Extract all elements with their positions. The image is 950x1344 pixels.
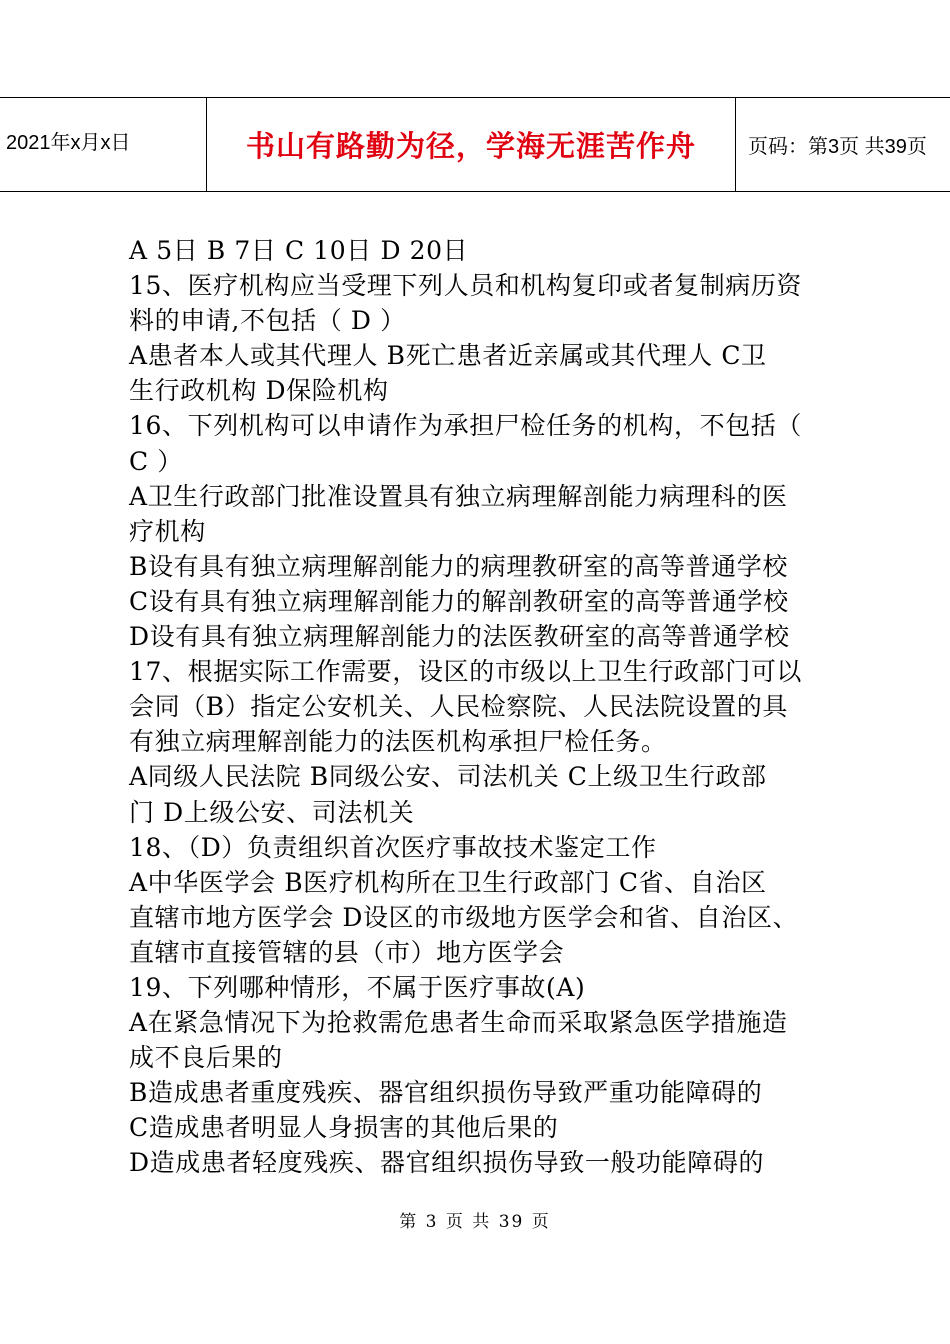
text-line: 料的申请,不包括（ D ） (129, 306, 406, 336)
text-line: C ） (129, 446, 183, 476)
document-body (129, 233, 859, 1181)
text-line: 有独立病理解剖能力的法医机构承担尸检任务。 (129, 727, 667, 757)
text-line: A患者本人或其代理人 B死亡患者近亲属或其代理人 C卫 (129, 341, 767, 371)
text-line: 会同（B）指定公安机关、人民检察院、人民法院设置的具 (129, 692, 788, 722)
header-date: 2021年x月x日 (0, 98, 207, 191)
header-motto: 书山有路勤为径，学海无涯苦作舟 (207, 98, 736, 191)
header-page-info: 页码：第3页 共39页 (748, 136, 927, 158)
text-line: 直辖市地方医学会 D设区的市级地方医学会和省、自治区、 (129, 902, 799, 932)
text-line: 直辖市直接管辖的县（市）地方医学会 (129, 937, 565, 967)
text-line: A卫生行政部门批准设置具有独立病理解剖能力病理科的医 (129, 481, 788, 511)
text-line: 15、医疗机构应当受理下列人员和机构复印或者复制病历资 (129, 271, 803, 301)
text-line: A 5日 B 7日 C 10日 D 20日 (129, 236, 469, 265)
text-line: D造成患者轻度残疾、器官组织损伤导致一般功能障碍的 (129, 1148, 765, 1178)
text-line: A中华医学会 B医疗机构所在卫生行政部门 C省、自治区 (129, 867, 767, 897)
page-footer: 第 3 页 共 39 页 (399, 1212, 551, 1232)
text-line: B设有具有独立病理解剖能力的病理教研室的高等普通学校 (129, 551, 788, 581)
text-line: 成不良后果的 (129, 1043, 283, 1073)
text-line: C造成患者明显人身损害的其他后果的 (129, 1113, 559, 1143)
text-line: 生行政机构 D保险机构 (129, 376, 389, 406)
text-line: 16、下列机构可以申请作为承担尸检任务的机构，不包括（ (129, 411, 803, 441)
text-line: C设有具有独立病理解剖能力的解剖教研室的高等普通学校 (129, 586, 789, 616)
text-line: B造成患者重度残疾、器官组织损伤导致严重功能障碍的 (129, 1078, 763, 1108)
text-line: 18、（D）负责组织首次医疗事故技术鉴定工作 (129, 832, 657, 862)
text-line: D设有具有独立病理解剖能力的法医教研室的高等普通学校 (129, 622, 790, 652)
text-line: 17、根据实际工作需要，设区的市级以上卫生行政部门可以 (129, 657, 803, 687)
page-header (0, 97, 950, 192)
text-line: A在紧急情况下为抢救需危患者生命而采取紧急医学措施造 (129, 1008, 788, 1038)
text-line: 19、下列哪种情形，不属于医疗事故(A) (129, 972, 586, 1002)
text-line: 疗机构 (129, 516, 206, 546)
text-line: 门 D上级公安、司法机关 (129, 797, 415, 827)
text-line: A同级人民法院 B同级公安、司法机关 C上级卫生行政部 (129, 762, 767, 792)
